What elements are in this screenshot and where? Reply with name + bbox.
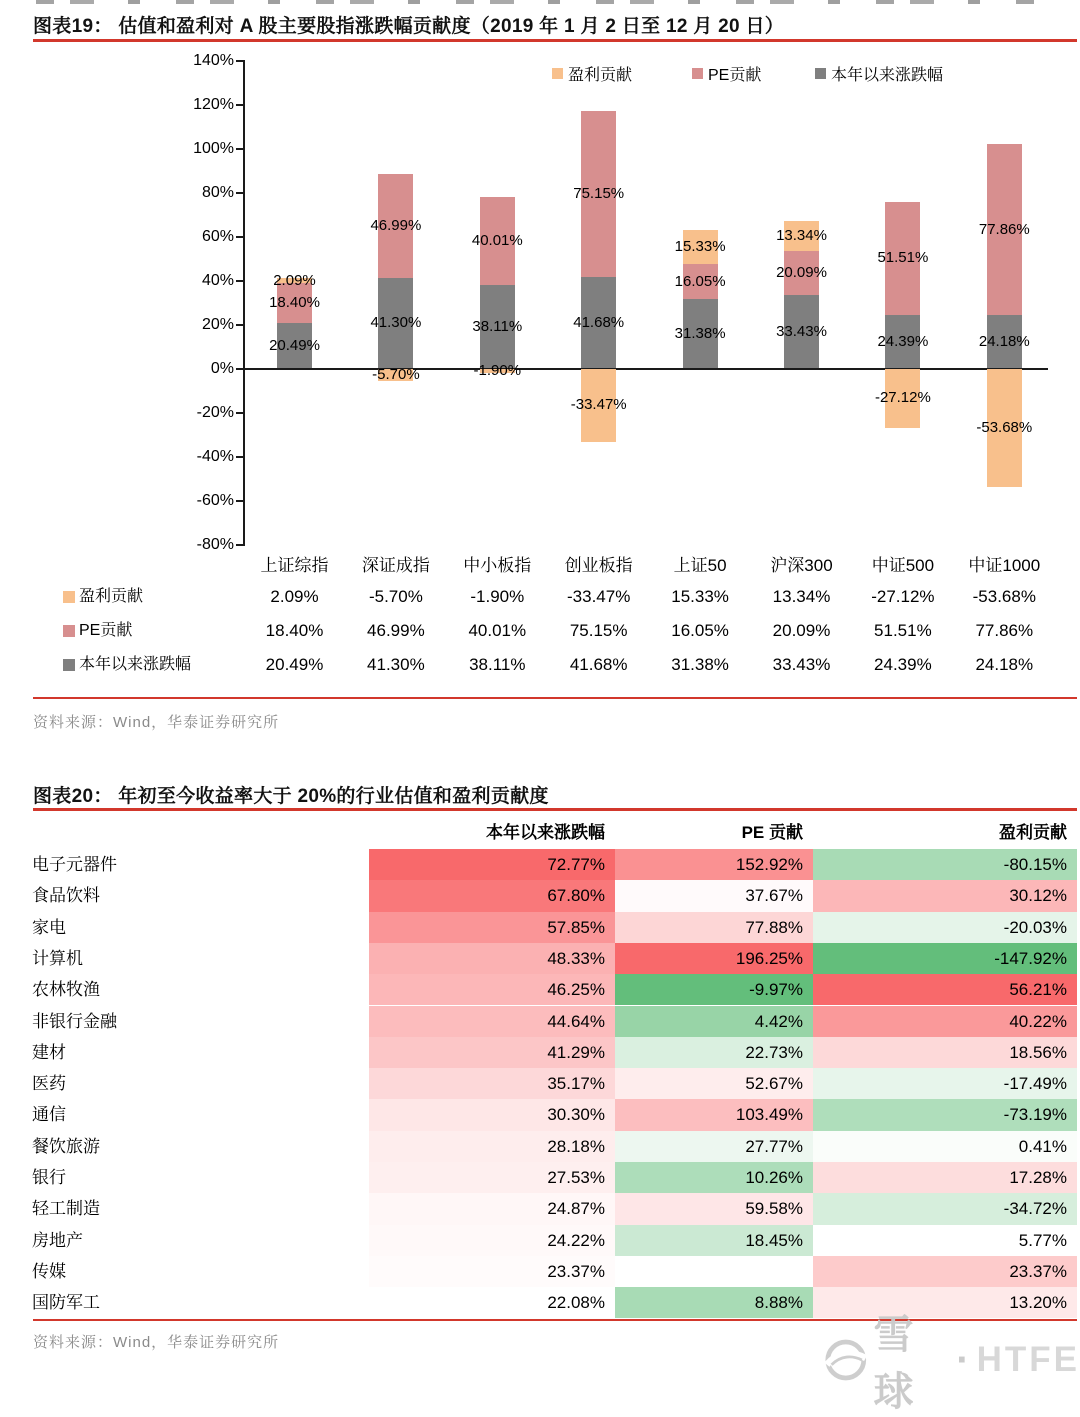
industry-row-label: 计算机 (32, 948, 83, 968)
bar-value-label: 33.43% (776, 322, 827, 340)
category-label: 中证1000 (968, 556, 1041, 575)
heatmap-cell: 24.22% (369, 1225, 615, 1256)
legend-label: 盈利贡献 (568, 67, 633, 84)
table-value-cell: 40.01% (468, 621, 527, 640)
bar-value-label: 31.38% (674, 324, 726, 342)
heatmap-cell: 27.77% (615, 1131, 813, 1162)
category-label: 上证50 (673, 556, 727, 575)
heatmap-cell: 13.20% (813, 1287, 1077, 1318)
heatmap-cell: -34.72% (813, 1193, 1077, 1224)
table-value-cell: 20.49% (265, 655, 324, 674)
bar-value-label: 20.49% (269, 336, 320, 354)
table-value-cell: 24.18% (975, 655, 1034, 674)
y-axis-tick-label: -80% (196, 536, 234, 553)
y-axis-tick-label: 120% (193, 96, 234, 113)
figure19-source: 资料来源：Wind，华泰证券研究所 (33, 714, 280, 731)
bar-value-label: 77.86% (978, 220, 1030, 238)
heatmap-cell: 59.58% (615, 1193, 813, 1224)
y-axis-tick-label: -40% (196, 448, 234, 465)
bar-value-label: 51.51% (877, 249, 929, 267)
industry-row-label: 国防军工 (32, 1293, 100, 1313)
figure19-title: 图表19： 估值和盈利对 A 股主要股指涨跌幅贡献度（2019 年 1 月 2 日至 12 月 20 日） (33, 16, 785, 37)
watermark-brand: 雪球 (873, 1313, 914, 1414)
heatmap-cell: 4.42% (615, 1006, 813, 1037)
table-value-cell: -53.68% (972, 587, 1036, 606)
column-header: 本年以来涨跌幅 (486, 823, 605, 842)
bar-value-label: 38.11% (472, 317, 523, 335)
heatmap-cell: 152.92% (615, 849, 813, 880)
heatmap-cell: 24.87% (369, 1193, 615, 1224)
watermark-suffix: HTFE (976, 1340, 1080, 1379)
heatmap-cell: 67.80% (369, 880, 615, 911)
bar-value-label: 24.18% (978, 332, 1030, 350)
bar-value-label: -5.70% (372, 365, 420, 383)
category-label: 上证综指 (260, 556, 329, 575)
figure20-title: 图表20： 年初至今收益率大于 20%的行业估值和盈利贡献度 (33, 786, 549, 807)
table-value-cell: 75.15% (569, 621, 628, 640)
legend-label: PE贡献 (708, 67, 762, 84)
table-value-cell: 31.38% (671, 655, 729, 674)
heatmap-cell: -80.15% (813, 849, 1077, 880)
table-value-cell: 15.33% (671, 587, 729, 606)
industry-row-label: 餐饮旅游 (32, 1136, 100, 1156)
industry-row-label: 家电 (32, 917, 66, 937)
heatmap-cell: 8.88% (615, 1287, 813, 1318)
table-value-cell: 33.43% (772, 655, 831, 674)
bar-value-label: -1.90% (473, 361, 522, 379)
heatmap-cell: 23.37% (369, 1256, 615, 1287)
category-label: 深证成指 (361, 556, 430, 575)
heatmap-cell: -9.97% (615, 974, 813, 1005)
category-label: 中小板指 (463, 556, 532, 575)
y-axis-tick-label: 0% (210, 360, 234, 377)
heatmap-cell: 35.17% (369, 1068, 615, 1099)
heatmap-cell: -17.49% (813, 1068, 1077, 1099)
bar-value-label: 20.09% (776, 263, 827, 281)
heatmap-cell: 72.77% (369, 849, 615, 880)
table-value-cell: 77.86% (975, 621, 1034, 640)
bar-value-label: 46.99% (370, 216, 422, 234)
table-value-cell: 18.40% (265, 621, 324, 640)
industry-row-label: 食品饮料 (32, 886, 100, 906)
heatmap-cell: 10.26% (615, 1162, 813, 1193)
category-label: 中证500 (871, 556, 935, 575)
heatmap-cell: 44.64% (369, 1006, 615, 1037)
heatmap-cell: 57.85% (369, 912, 615, 943)
table-value-cell: 2.09% (270, 587, 319, 606)
bar-value-label: 2.09% (273, 271, 316, 289)
table-value-cell: -27.12% (871, 587, 935, 606)
heatmap-cell: 5.77% (813, 1225, 1077, 1256)
legend-label: 本年以来涨跌幅 (831, 67, 944, 84)
heatmap-cell: 46.25% (369, 974, 615, 1005)
heatmap-cell: 28.18% (369, 1131, 615, 1162)
bar-value-label: 40.01% (471, 231, 523, 249)
y-axis-tick-label: 100% (193, 140, 234, 157)
bar-value-label: 41.30% (370, 314, 422, 332)
watermark-separator: · (956, 1337, 970, 1382)
heatmap-cell: 30.12% (813, 880, 1077, 911)
heatmap-cell: 37.67% (615, 880, 813, 911)
table-row-label: 本年以来涨跌幅 (79, 656, 192, 673)
table-value-cell: 41.30% (367, 655, 425, 674)
heatmap-cell: 18.56% (813, 1037, 1077, 1068)
y-axis-tick-label: 40% (201, 272, 234, 289)
y-axis-tick-label: 80% (201, 184, 234, 201)
y-axis-tick-label: -60% (196, 492, 234, 509)
bar-value-label: -53.68% (976, 418, 1033, 436)
column-header: 盈利贡献 (999, 823, 1067, 842)
heatmap-cell: 103.49% (615, 1099, 813, 1130)
heatmap-cell: 18.45% (615, 1225, 813, 1256)
table-value-cell: 20.09% (772, 621, 831, 640)
table-value-cell: 24.39% (874, 655, 932, 674)
heatmap-cell: 17.28% (813, 1162, 1077, 1193)
heatmap-cell: 0.41% (813, 1131, 1077, 1162)
industry-row-label: 电子元器件 (32, 855, 117, 874)
table-value-cell: 41.68% (569, 655, 628, 674)
heatmap-cell (615, 1256, 813, 1287)
industry-row-label: 传媒 (32, 1261, 66, 1281)
bar-value-label: 16.05% (674, 272, 726, 290)
heatmap-cell: 22.08% (369, 1287, 615, 1318)
heatmap-cell: 196.25% (615, 943, 813, 974)
table-value-cell: 46.99% (367, 621, 425, 640)
heatmap-cell: 22.73% (615, 1037, 813, 1068)
heatmap-cell: 77.88% (615, 912, 813, 943)
y-axis-tick-label: -20% (196, 404, 234, 421)
bar-value-label: 18.40% (269, 294, 320, 312)
table-value-cell: -5.70% (368, 587, 423, 606)
heatmap-cell: 27.53% (369, 1162, 615, 1193)
table-value-cell: 16.05% (671, 621, 729, 640)
figure20-source: 资料来源：Wind，华泰证券研究所 (33, 1334, 280, 1351)
industry-row-label: 银行 (32, 1168, 66, 1187)
bar-value-label: 24.39% (877, 332, 929, 350)
heatmap-cell: 40.22% (813, 1006, 1077, 1037)
bar-value-label: 13.34% (776, 227, 827, 245)
bar-value-label: 41.68% (573, 313, 625, 331)
industry-row-label: 建材 (32, 1042, 66, 1062)
heatmap-cell: 56.21% (813, 974, 1077, 1005)
bar-value-label: -33.47% (570, 396, 627, 414)
industry-row-label: 通信 (32, 1105, 66, 1125)
bar-value-label: 15.33% (674, 238, 726, 256)
bar-value-label: -27.12% (874, 389, 931, 407)
table-value-cell: 13.34% (772, 587, 831, 606)
heatmap-cell: -20.03% (813, 912, 1077, 943)
bar-value-label: 75.15% (573, 185, 625, 203)
heatmap-cell: 48.33% (369, 943, 615, 974)
xueqiu-logo-icon (824, 1337, 868, 1383)
heatmap-cell: -73.19% (813, 1099, 1077, 1130)
table-value-cell: 51.51% (874, 621, 932, 640)
y-axis-tick-label: 140% (193, 52, 234, 69)
table-row-label: PE贡献 (79, 622, 133, 639)
heatmap-cell: 41.29% (369, 1037, 615, 1068)
y-axis-tick-label: 20% (201, 316, 234, 333)
heatmap-cell: 30.30% (369, 1099, 615, 1130)
industry-row-label: 轻工制造 (32, 1199, 100, 1219)
heatmap-cell: 52.67% (615, 1068, 813, 1099)
xueqiu-watermark (824, 1303, 1080, 1417)
column-header: PE 贡献 (741, 823, 803, 842)
heatmap-cell: -147.92% (813, 943, 1077, 974)
industry-row-label: 医药 (32, 1074, 66, 1094)
table-value-cell: -1.90% (470, 587, 525, 606)
table-row-label: 盈利贡献 (79, 588, 144, 605)
category-label: 创业板指 (564, 556, 633, 575)
category-label: 沪深300 (770, 556, 833, 575)
table-value-cell: -33.47% (567, 587, 631, 606)
heatmap-cell: 23.37% (813, 1256, 1077, 1287)
table-value-cell: 38.11% (469, 655, 526, 674)
y-axis-tick-label: 60% (201, 228, 234, 245)
industry-row-label: 非银行金融 (32, 1011, 117, 1031)
industry-row-label: 房地产 (32, 1230, 83, 1250)
industry-row-label: 农林牧渔 (32, 980, 100, 1000)
